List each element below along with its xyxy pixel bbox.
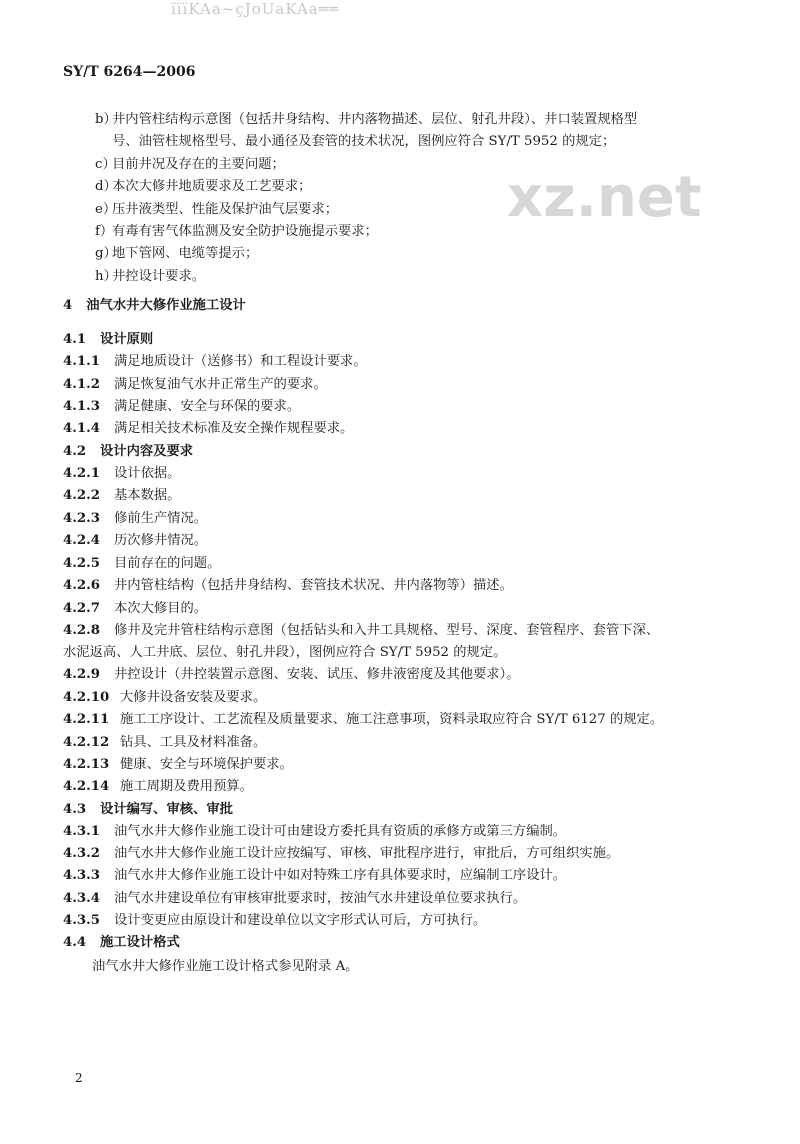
clause <box>63 711 663 728</box>
list-item-label: g） <box>95 246 117 261</box>
clause-number: 4.3.1 <box>63 824 101 839</box>
clause-text: 基本数据。 <box>114 488 181 503</box>
clause-text: 施工设计格式 <box>100 935 180 950</box>
clause <box>63 734 266 751</box>
clause-text: 水泥返高、人工井底、层位、射孔井段），图例应符合 SY/T 5952 的规定。 <box>63 645 507 660</box>
list-item-label: e） <box>95 202 117 217</box>
list-item-text: 井控设计要求。 <box>112 269 206 284</box>
clause-text: 油气水井大修作业施工设计中如对特殊工序有具体要求时，应编制工序设计。 <box>114 868 567 883</box>
clause-text: 满足恢复油气水井正常生产的要求。 <box>114 377 327 392</box>
clause-number: 4.2.7 <box>63 601 101 616</box>
clause-text: 油气水井建设单位有审核审批要求时，按油气水井建设单位要求执行。 <box>114 891 527 906</box>
clause-text: 目前存在的问题。 <box>114 556 221 571</box>
clause-number: 4.3.3 <box>63 868 101 883</box>
list-item <box>95 245 258 262</box>
clause-number: 4.3 <box>63 802 87 817</box>
list-item-label: c） <box>95 157 116 172</box>
clause-text: 井内管柱结构（包括井身结构、套管技术状况、井内落物等）描述。 <box>114 578 513 593</box>
clause <box>63 912 486 929</box>
clause <box>63 778 253 795</box>
clause-text: 满足地质设计（送修书）和工程设计要求。 <box>114 354 367 369</box>
clause <box>63 666 520 683</box>
clause <box>63 756 293 773</box>
clause-number: 4.3.5 <box>63 913 101 928</box>
list-item-text: 压井液类型、性能及保护油气层要求； <box>112 202 339 217</box>
clause-text: 设计变更应由原设计和建设单位以文字形式认可后，方可执行。 <box>114 913 487 928</box>
clause-number: 4.1.4 <box>63 421 101 436</box>
clause-number: 4.4 <box>63 935 87 950</box>
clause-number: 4.2.3 <box>63 511 101 526</box>
clause <box>63 644 506 661</box>
page-number: 2 <box>75 1071 83 1085</box>
clause-text: 油气水井大修作业施工设计应按编写、审核、审批程序进行，审批后，方可组织实施。 <box>114 846 620 861</box>
clause-text: 油气水井大修作业施工设计可由建设方委托具有资质的承修方或第三方编制。 <box>114 824 567 839</box>
list-item-label: f） <box>95 224 114 239</box>
list-item <box>95 156 285 173</box>
clause-text: 油气水井大修作业施工设计格式参见附录 A。 <box>92 959 359 974</box>
clause-text: 钻具、工具及材料准备。 <box>120 735 267 750</box>
clause-number: 4.2.9 <box>63 667 101 682</box>
clause <box>63 353 367 370</box>
clause <box>63 555 220 572</box>
clause-number: 4.2.6 <box>63 578 101 593</box>
standard-code: SY/T 6264—2006 <box>63 64 196 80</box>
clause-number: 4.1.3 <box>63 399 101 414</box>
clause <box>63 443 193 460</box>
list-item <box>95 268 205 285</box>
clause-number: 4.3.2 <box>63 846 101 861</box>
section-4-heading: 4 油气水井大修作业施工设计 <box>63 298 246 313</box>
clause <box>63 600 207 617</box>
clause <box>63 331 153 348</box>
clause <box>63 867 566 884</box>
clause-number: 4.2.14 <box>63 779 110 794</box>
clause-number: 4.2.13 <box>63 757 110 772</box>
clause-number: 4.2.8 <box>63 623 101 638</box>
clause <box>63 934 180 951</box>
clause <box>63 510 207 527</box>
clause <box>63 487 180 504</box>
clause-number: 4.2.5 <box>63 556 101 571</box>
clause <box>63 689 266 706</box>
clause-number: 4.2.12 <box>63 735 110 750</box>
clause <box>63 890 526 907</box>
list-item <box>95 133 615 150</box>
clause-text: 健康、安全与环境保护要求。 <box>120 757 293 772</box>
clause <box>92 958 358 975</box>
watermark: xz.net <box>507 165 702 230</box>
clause <box>63 532 207 549</box>
clause <box>63 420 353 437</box>
clause-number: 4.2.1 <box>63 466 101 481</box>
list-item <box>95 111 637 128</box>
clause-number: 4.2 <box>63 444 87 459</box>
clause-text: 满足相关技术标准及安全操作规程要求。 <box>114 421 354 436</box>
clause-number: 4.2.11 <box>63 712 110 727</box>
clause-text: 施工工序设计、工艺流程及质量要求、施工注意事项，资料录取应符合 SY/T 6127 的规定。 <box>120 712 664 727</box>
clause-text: 设计编写、审核、审批 <box>100 802 233 817</box>
clause-text: 本次大修目的。 <box>114 601 208 616</box>
clause <box>63 376 327 393</box>
clause-number: 4.1 <box>63 332 87 347</box>
list-item-label: d） <box>95 179 117 194</box>
list-item-label: h） <box>95 269 117 284</box>
list-item-text: 目前井况及存在的主要问题； <box>112 157 285 172</box>
list-item-label: b） <box>95 112 117 127</box>
list-item-text: 本次大修井地质要求及工艺要求； <box>112 179 312 194</box>
clause-number: 4.2.4 <box>63 533 101 548</box>
clause <box>63 823 566 840</box>
list-item-text: 井内管柱结构示意图（包括井身结构、井内落物描述、层位、射孔井段）、井口装置规格型 <box>112 112 638 127</box>
clause-text: 井控设计（井控装置示意图、安装、试压、修井液密度及其他要求）。 <box>114 667 520 682</box>
clause-text: 设计依据。 <box>114 466 181 481</box>
clause <box>63 845 619 862</box>
clause-text: 修前生产情况。 <box>114 511 208 526</box>
clause-number: 4.1.1 <box>63 354 101 369</box>
clause-text: 修井及完井管柱结构示意图（包括钻头和入井工具规格、型号、深度、套管程序、套管下深、 <box>114 623 660 638</box>
clause-text: 施工周期及费用预算。 <box>120 779 253 794</box>
list-item-text: 地下管网、电缆等提示； <box>112 246 259 261</box>
list-item <box>95 178 311 195</box>
clause <box>63 577 513 594</box>
clause-number: 4.1.2 <box>63 377 101 392</box>
clause <box>63 398 300 415</box>
clause <box>63 801 233 818</box>
list-item-text: 号、油管柱规格型号、最小通径及套管的技术状况，图例应符合 SY/T 5952 的规定； <box>112 134 616 149</box>
list-item <box>95 223 378 240</box>
list-item <box>95 201 338 218</box>
page-header-text: ïïïKAa~çJoUaKAa══ <box>171 0 339 18</box>
clause-number: 4.3.4 <box>63 891 101 906</box>
clause-number: 4.2.10 <box>63 690 110 705</box>
clause-text: 设计原则 <box>100 332 154 347</box>
clause <box>63 465 180 482</box>
list-item-text: 有毒有害气体监测及安全防护设施提示要求； <box>112 224 378 239</box>
clause-number: 4.2.2 <box>63 488 101 503</box>
clause-text: 满足健康、安全与环保的要求。 <box>114 399 301 414</box>
clause-text: 大修井设备安装及要求。 <box>120 690 267 705</box>
clause-text: 历次修井情况。 <box>114 533 208 548</box>
clause <box>63 622 659 639</box>
clause-text: 设计内容及要求 <box>100 444 194 459</box>
